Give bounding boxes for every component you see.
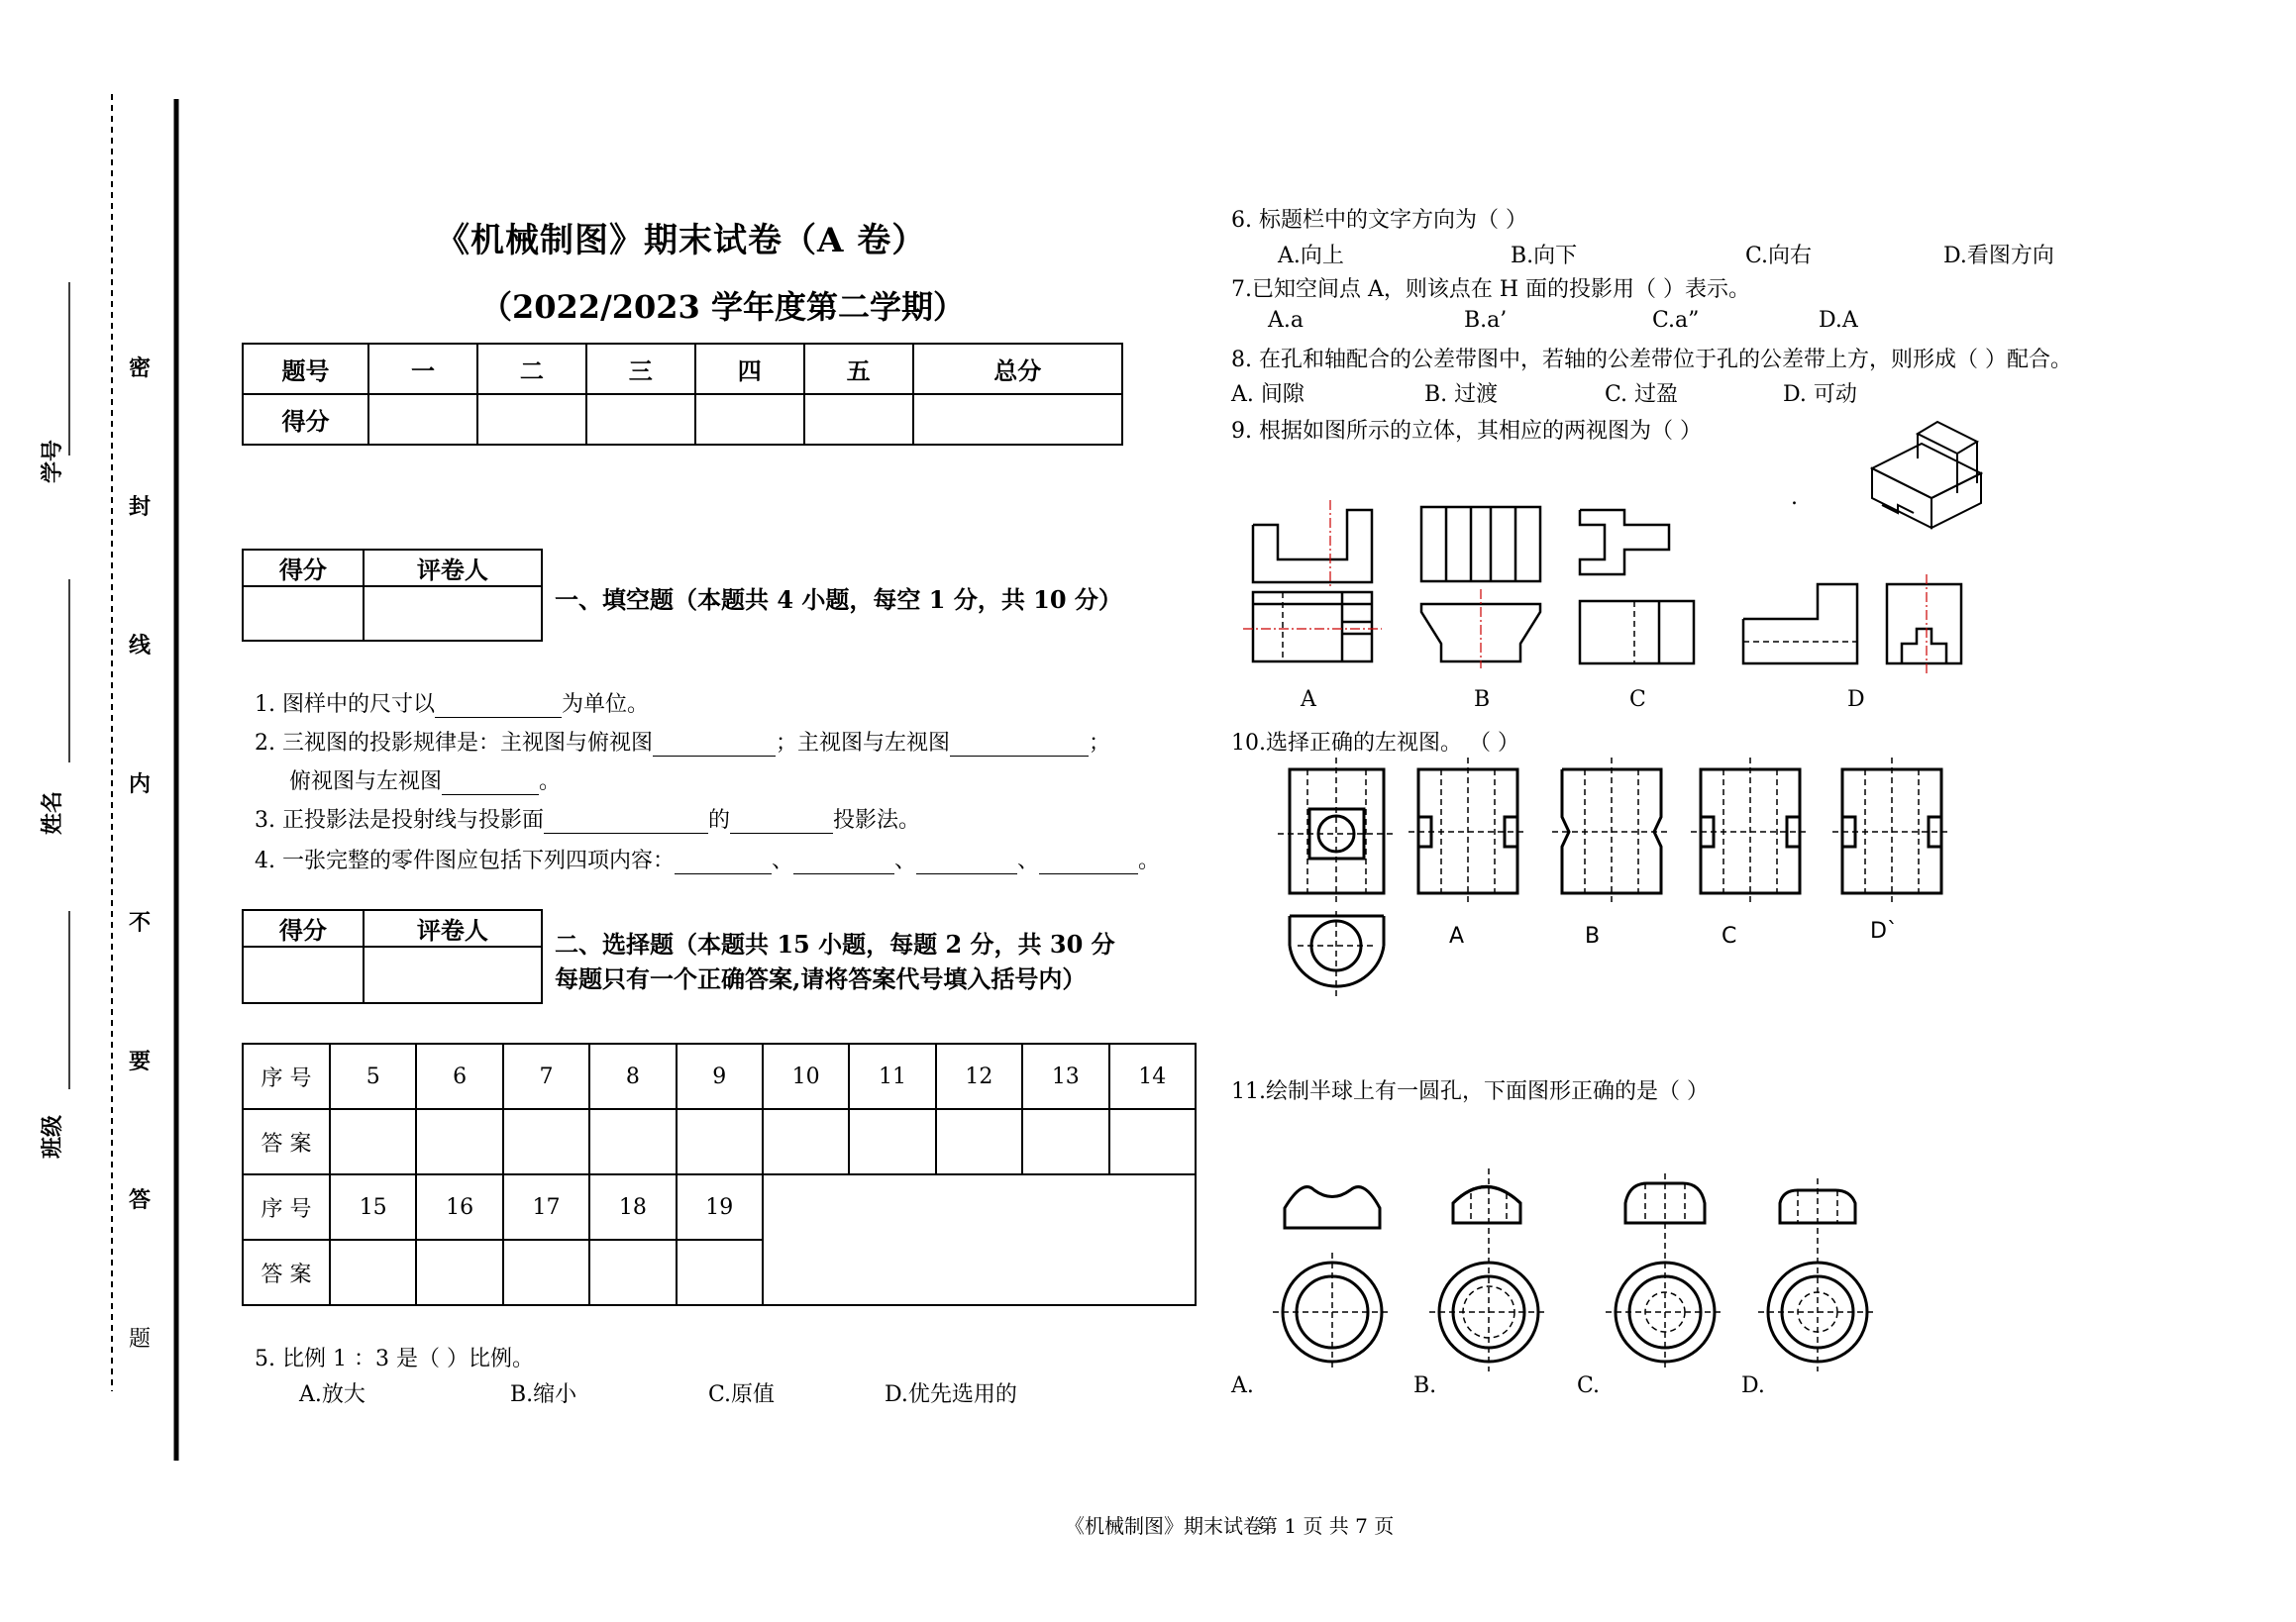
fill-q3 xyxy=(255,803,920,834)
q5-option: B.缩小 xyxy=(510,1382,577,1407)
q6-stem: 6. 标题栏中的文字方向为（ ） xyxy=(1231,208,1527,233)
footer-title: 《机械制图》期末试卷 xyxy=(1065,1514,1263,1538)
grader-score-label: 得分 xyxy=(243,910,364,947)
q6-option: C.向右 xyxy=(1745,244,1813,268)
q4-sep: 、 xyxy=(894,849,917,873)
seq-num: 17 xyxy=(503,1174,589,1240)
answer-cell[interactable] xyxy=(503,1240,589,1305)
score-table xyxy=(242,343,1123,446)
q10-label: D` xyxy=(1870,919,1898,944)
q8-option: C. 过盈 xyxy=(1605,382,1679,407)
q11-stem: 11.绘制半球上有一圆孔，下面图形正确的是（ ） xyxy=(1231,1079,1709,1104)
q8-stem: 8. 在孔和轴配合的公差带图中，若轴的公差带位于孔的公差带上方，则形成（ ）配合。 xyxy=(1231,348,2072,372)
q8-option: B. 过渡 xyxy=(1424,382,1499,407)
seal-char: 线 xyxy=(129,633,152,659)
q5-option: D.优先选用的 xyxy=(885,1382,1017,1407)
answer-table xyxy=(242,1043,1197,1306)
answer-cell[interactable] xyxy=(1022,1109,1108,1174)
q9-label: D xyxy=(1847,687,1865,712)
q4-blank[interactable] xyxy=(916,854,1017,874)
q8-option: A. 间隙 xyxy=(1231,382,1305,407)
q4-end: 。 xyxy=(1138,849,1161,873)
q3-text: 3. 正投影法是投射线与投影面 xyxy=(255,808,544,833)
score-table-col: 二 xyxy=(477,344,586,394)
seq-num: 10 xyxy=(763,1044,849,1109)
seq-num: 7 xyxy=(503,1044,589,1109)
q2-blank[interactable] xyxy=(442,774,539,795)
q2-text: 俯视图与左视图 xyxy=(289,769,443,794)
q2-text: ； xyxy=(1089,731,1111,756)
fill-q4 xyxy=(255,844,1160,874)
q10-label: B xyxy=(1585,924,1601,949)
class-label: 班级 xyxy=(40,1114,65,1159)
seal-char: 要 xyxy=(129,1049,152,1074)
seq-label: 序 号 xyxy=(243,1044,330,1109)
q5-stem: 5. 比例 1 ：3 是（ ）比例。 xyxy=(255,1347,534,1371)
score-table-col: 五 xyxy=(804,344,913,394)
answer-cell[interactable] xyxy=(849,1109,935,1174)
score-cell[interactable] xyxy=(695,394,804,445)
seq-num: 5 xyxy=(330,1044,416,1109)
q4-sep: 、 xyxy=(772,849,794,873)
q11-label: A. xyxy=(1231,1373,1254,1398)
section2-heading-1: 二、选择题（本题共 15 小题，每题 2 分，共 30 分 xyxy=(555,930,1115,959)
exam-subtitle: （2022/2023 学年度第二学期） xyxy=(480,288,965,326)
answer-cell[interactable] xyxy=(677,1240,763,1305)
q2-text: 2. 三视图的投影规律是：主视图与俯视图 xyxy=(255,731,653,756)
score-table-col: 总分 xyxy=(913,344,1122,394)
grader-name-cell[interactable] xyxy=(364,586,542,641)
q2-blank[interactable] xyxy=(950,736,1089,757)
answer-cell[interactable] xyxy=(677,1109,763,1174)
q3-text: 投影法。 xyxy=(833,808,921,833)
q7-option: A.a xyxy=(1268,308,1304,333)
q11-label: B. xyxy=(1413,1373,1437,1398)
seal-char: 不 xyxy=(129,910,152,936)
seq-num: 18 xyxy=(589,1174,676,1240)
q2-blank[interactable] xyxy=(653,736,776,757)
grader-score-label: 得分 xyxy=(243,550,364,586)
q7-option: B.a’ xyxy=(1464,308,1508,333)
q5-option: A.放大 xyxy=(299,1382,365,1407)
footer-page: 第 1 页 共 7 页 xyxy=(1258,1514,1395,1538)
answer-cell[interactable] xyxy=(330,1109,416,1174)
grader-box xyxy=(242,549,543,642)
seal-char: 答 xyxy=(129,1187,152,1213)
q5-option: C.原值 xyxy=(708,1382,776,1407)
seal-char: 题 xyxy=(129,1327,152,1352)
q4-text: 4. 一张完整的零件图应包括下列四项内容： xyxy=(255,849,675,873)
grader-name-label: 评卷人 xyxy=(364,550,542,586)
ans-label: 答 案 xyxy=(243,1109,330,1174)
q10-label: A xyxy=(1449,924,1465,949)
binding-margin xyxy=(0,0,198,1622)
score-cell[interactable] xyxy=(477,394,586,445)
score-table-col: 三 xyxy=(586,344,695,394)
answer-cell[interactable] xyxy=(589,1240,676,1305)
q10-label: C xyxy=(1722,924,1737,949)
q1-text-end: 为单位。 xyxy=(561,692,649,717)
q4-sep: 、 xyxy=(1017,849,1040,873)
q9-label: C xyxy=(1629,687,1646,712)
answer-cell[interactable] xyxy=(330,1240,416,1305)
q6-option: D.看图方向 xyxy=(1943,244,2054,268)
score-table-col: 一 xyxy=(368,344,477,394)
score-cell[interactable] xyxy=(586,394,695,445)
q6-option: B.向下 xyxy=(1511,244,1578,268)
student-name-label: 姓名 xyxy=(40,790,65,835)
fill-q1 xyxy=(255,687,649,718)
q11-label: C. xyxy=(1577,1373,1601,1398)
exam-title: 《机械制图》期末试卷（A 卷） xyxy=(436,221,927,260)
seal-char: 内 xyxy=(129,771,152,797)
q4-blank[interactable] xyxy=(1039,854,1138,874)
q11-option-figures xyxy=(1273,1168,1887,1367)
seq-label: 序 号 xyxy=(243,1174,330,1240)
grader-box xyxy=(242,909,543,1004)
q9-option-figures xyxy=(1243,495,1996,673)
q7-option: C.a” xyxy=(1652,308,1700,333)
student-id-label: 学号 xyxy=(40,439,65,483)
q10-stem: 10.选择正确的左视图。 （ ） xyxy=(1231,731,1519,756)
q4-blank[interactable] xyxy=(675,854,772,874)
q9-dot: . xyxy=(1791,485,1798,510)
q9-stem: 9. 根据如图所示的立体，其相应的两视图为（ ） xyxy=(1231,419,1702,444)
answer-cell[interactable] xyxy=(1109,1109,1196,1174)
empty-merged-cell xyxy=(763,1174,1196,1305)
score-table-col: 四 xyxy=(695,344,804,394)
seal-char: 密 xyxy=(129,355,152,381)
answer-cell[interactable] xyxy=(416,1240,502,1305)
score-cell[interactable] xyxy=(913,394,1122,445)
seal-char: 封 xyxy=(129,494,152,520)
answer-cell[interactable] xyxy=(936,1109,1022,1174)
fill-q2-cont xyxy=(289,764,561,795)
q10-option-figures xyxy=(1278,758,1991,1055)
grader-name-label: 评卷人 xyxy=(364,910,542,947)
answer-cell[interactable] xyxy=(763,1109,849,1174)
q2-text: ；主视图与左视图 xyxy=(776,731,951,756)
seq-num: 14 xyxy=(1109,1044,1196,1109)
score-table-header: 得分 xyxy=(243,394,368,445)
q2-text: 。 xyxy=(539,769,562,794)
q3-blank[interactable] xyxy=(544,813,708,834)
q1-text: 1. 图样中的尺寸以 xyxy=(255,692,435,717)
q9-label: A xyxy=(1301,687,1316,712)
grader-score-cell[interactable] xyxy=(243,947,364,1003)
q1-blank[interactable] xyxy=(435,697,562,718)
seq-num: 13 xyxy=(1022,1044,1108,1109)
score-cell[interactable] xyxy=(804,394,913,445)
q8-option: D. 可动 xyxy=(1783,382,1857,407)
q6-option: A.向上 xyxy=(1278,244,1344,268)
grader-name-cell[interactable] xyxy=(364,947,542,1003)
q4-blank[interactable] xyxy=(793,854,894,874)
q11-label: D. xyxy=(1741,1373,1765,1398)
q9-label: B xyxy=(1474,687,1491,712)
section2-heading-2: 每题只有一个正确答案,请将答案代号填入括号内） xyxy=(555,964,1087,993)
section1-heading: 一、填空题（本题共 4 小题，每空 1 分，共 10 分） xyxy=(555,585,1122,614)
seq-num: 12 xyxy=(936,1044,1022,1109)
seq-num: 15 xyxy=(330,1174,416,1240)
seq-num: 11 xyxy=(849,1044,935,1109)
ans-label: 答 案 xyxy=(243,1240,330,1305)
score-cell[interactable] xyxy=(368,394,477,445)
q7-option: D.A xyxy=(1819,308,1858,333)
seq-num: 9 xyxy=(677,1044,763,1109)
fill-q2 xyxy=(255,726,1110,757)
q7-stem: 7.已知空间点 A，则该点在 H 面的投影用（ ）表示。 xyxy=(1231,277,1751,302)
answer-cell[interactable] xyxy=(589,1109,676,1174)
q3-blank[interactable] xyxy=(730,813,833,834)
answer-cell[interactable] xyxy=(416,1109,502,1174)
seq-num: 6 xyxy=(416,1044,502,1109)
seq-num: 16 xyxy=(416,1174,502,1240)
q3-text: 的 xyxy=(707,808,730,833)
seq-num: 8 xyxy=(589,1044,676,1109)
seq-num: 19 xyxy=(677,1174,763,1240)
answer-cell[interactable] xyxy=(503,1109,589,1174)
grader-score-cell[interactable] xyxy=(243,586,364,641)
score-table-header: 题号 xyxy=(243,344,368,394)
